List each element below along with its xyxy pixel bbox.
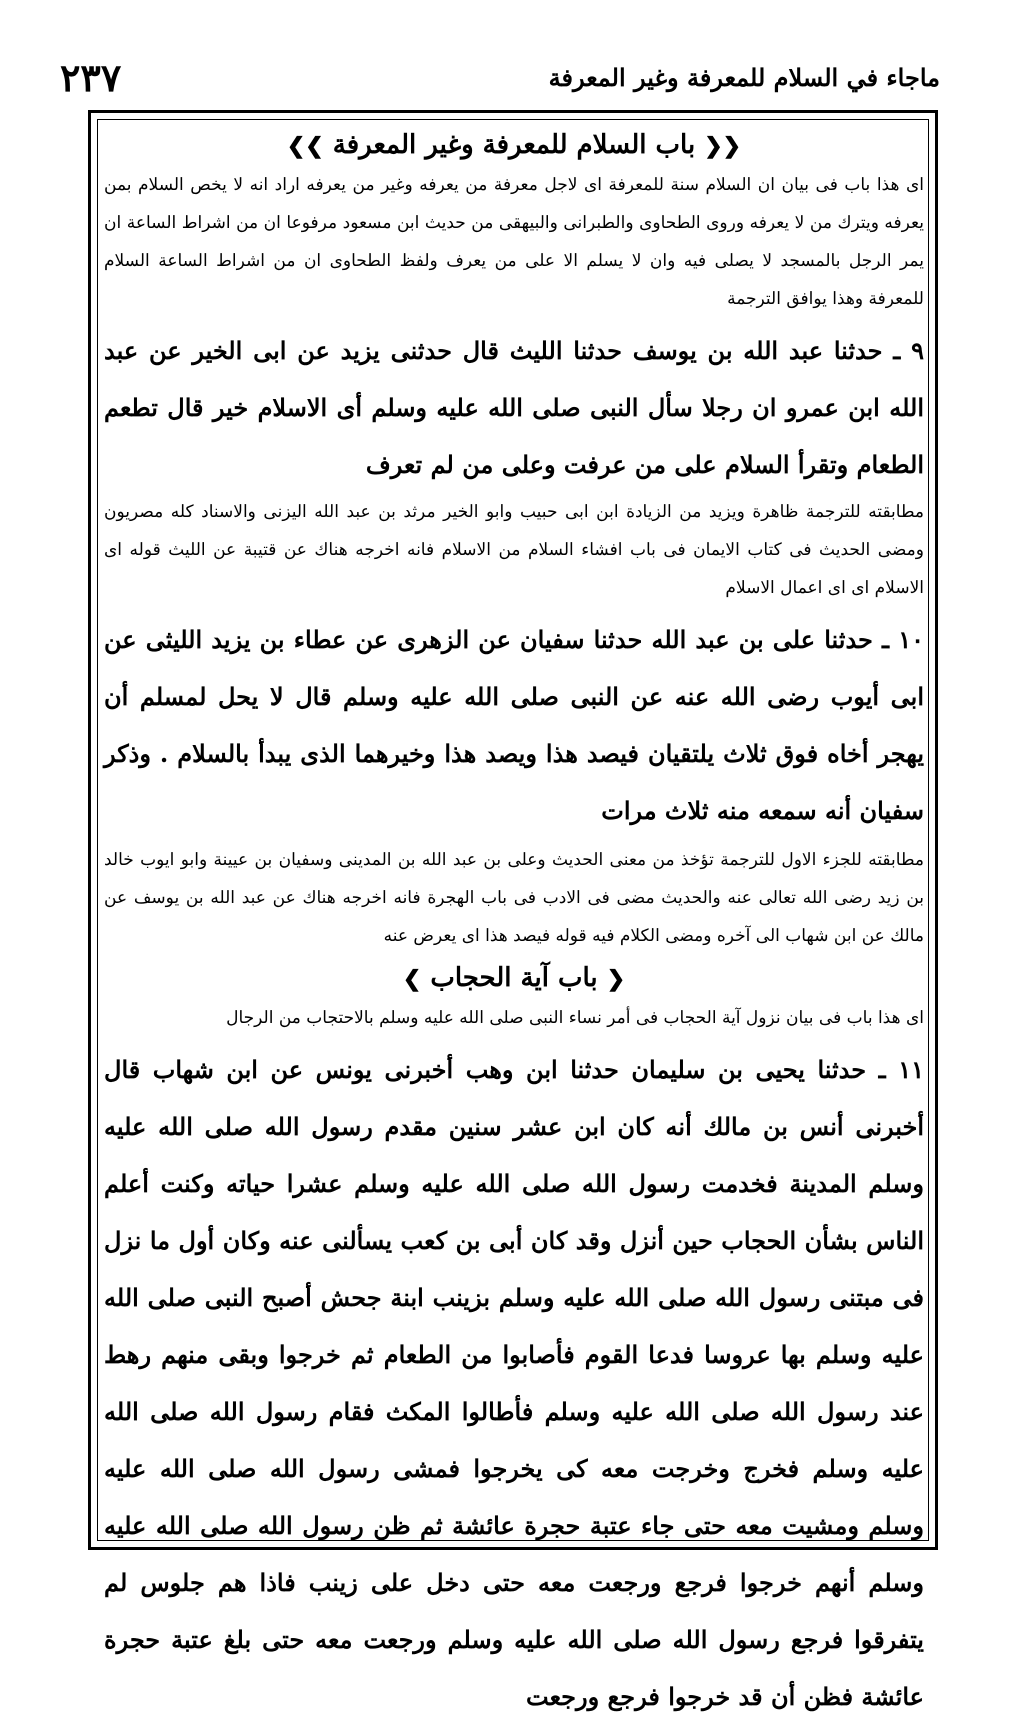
ornament-icon: ❯❯ <box>286 133 324 159</box>
commentary-hadith-10: مطابقته للجزء الاول للترجمة تؤخذ من معنى الحديث وعلى بن عبد الله بن المدينى وسفيان بن عيينة وابو ايوب خالد بن زيد رضى الله تعالى عنه والحديث مضى فى الادب فى باب الهجرة فانه اخرجه هناك عن عبد الله بن يوسف عن مالك عن ابن شهاب الى آخره ومضى الكلام فيه قوله فيصد هذا اى يعرض عنه <box>104 850 924 946</box>
chapter-title-text: باب السلام للمعرفة وغير المعرفة <box>332 130 696 160</box>
ornament-icon: ❮❮ <box>704 133 742 159</box>
page-header <box>60 52 940 102</box>
chapter-title-hijab <box>104 963 924 993</box>
running-title: ماجاء في السلام للمعرفة وغير المعرفة <box>548 62 940 92</box>
commentary-chapter1: اى هذا باب فى بيان ان السلام سنة للمعرفة اى لاجل معرفة من يعرفه وغير من يعرفه اراد انه لا يخص السلام بمن يعرفه ويترك من لا يعرفه وروى الطحاوى والطبرانى والبيهقى من حديث ابن مسعود مرفوعا ان من اشراط الساعة ان يمر الرجل بالمسجد لا يصلى فيه وان لا يسلم الا على من يعرف ولفظ الطحاوى ان من اشراط الساعة السلام للمعرفة وهذا يوافق الترجمة <box>104 175 924 309</box>
ornament-icon: ❯ <box>402 966 422 992</box>
ornament-icon: ❮ <box>606 966 626 992</box>
hadith-10: ١٠ ـ حدثنا على بن عبد الله حدثنا سفيان عن الزهرى عن عطاء بن يزيد الليثى عن ابى أيوب رضى الله عنه عن النبى صلى الله عليه وسلم قال لا يحل لمسلم أن يهجر أخاه فوق ثلاث يلتقيان فيصد هذا ويصد هذا وخيرهما الذى يبدأ بالسلام . وذكر سفيان أنه سمعه منه ثلاث مرات <box>104 625 925 825</box>
page-body <box>104 122 925 1711</box>
hadith-9: ٩ ـ حدثنا عبد الله بن يوسف حدثنا الليث قال حدثنى يزيد عن ابى الخير عن عبد الله ابن عمرو ان رجلا سأل النبى صلى الله عليه وسلم أى الاسلام خير قال تطعم الطعام وتقرأ السلام على من عرفت وعلى من لم تعرف <box>104 336 924 479</box>
commentary-chapter2: اى هذا باب فى بيان نزول آية الحجاب فى أمر نساء النبى صلى الله عليه وسلم بالاحتجاب من الرجال <box>226 1008 924 1028</box>
chapter-title-text: باب آية الحجاب <box>430 963 598 993</box>
hadith-11: ١١ ـ حدثنا يحيى بن سليمان حدثنا ابن وهب أخبرنى يونس عن ابن شهاب قال أخبرنى أنس بن مالك أنه كان ابن عشر سنين مقدم رسول الله صلى الله عليه وسلم المدينة فخدمت رسول الله صلى الله عليه وسلم عشرا حياته وكنت أعلم الناس بشأن الحجاب حين أنزل وقد كان أبى بن كعب يسألنى عنه وكان أول ما نزل فى مبتنى رسول الله صلى الله عليه وسلم بزينب ابنة جحش أصبح النبى صلى الله عليه وسلم بها عروسا فدعا القوم فأصابوا من الطعام ثم خرجوا وبقى منهم رهط عند رسول الله صلى الله عليه وسلم فأطالوا المكث فقام رسول الله صلى الله عليه وسلم فخرج وخرجت معه كى يخرجوا فمشى رسول الله صلى الله عليه وسلم ومشيت معه حتى جاء عتبة حجرة عائشة ثم ظن رسول الله صلى الله عليه وسلم أنهم خرجوا فرجع ورجعت معه حتى دخل على زينب فاذا هم جلوس لم يتفرقوا فرجع رسول الله صلى الله عليه وسلم ورجعت معه حتى بلغ عتبة حجرة عائشة فظن أن قد خرجوا فرجع ورجعت <box>104 1055 925 1711</box>
chapter-title-greeting <box>104 130 924 160</box>
page-number: ٢٣٧ <box>60 54 122 100</box>
commentary-hadith-9: مطابقته للترجمة ظاهرة ويزيد من الزيادة ابن ابى حبيب وابو الخير مرثد بن عبد الله اليزنى والاسناد كله مصريون ومضى الحديث فى كتاب الايمان فى باب افشاء السلام من الاسلام فانه اخرجه هناك عن قتيبة عن الليث قوله اى الاسلام اى اى اعمال الاسلام <box>104 502 924 598</box>
